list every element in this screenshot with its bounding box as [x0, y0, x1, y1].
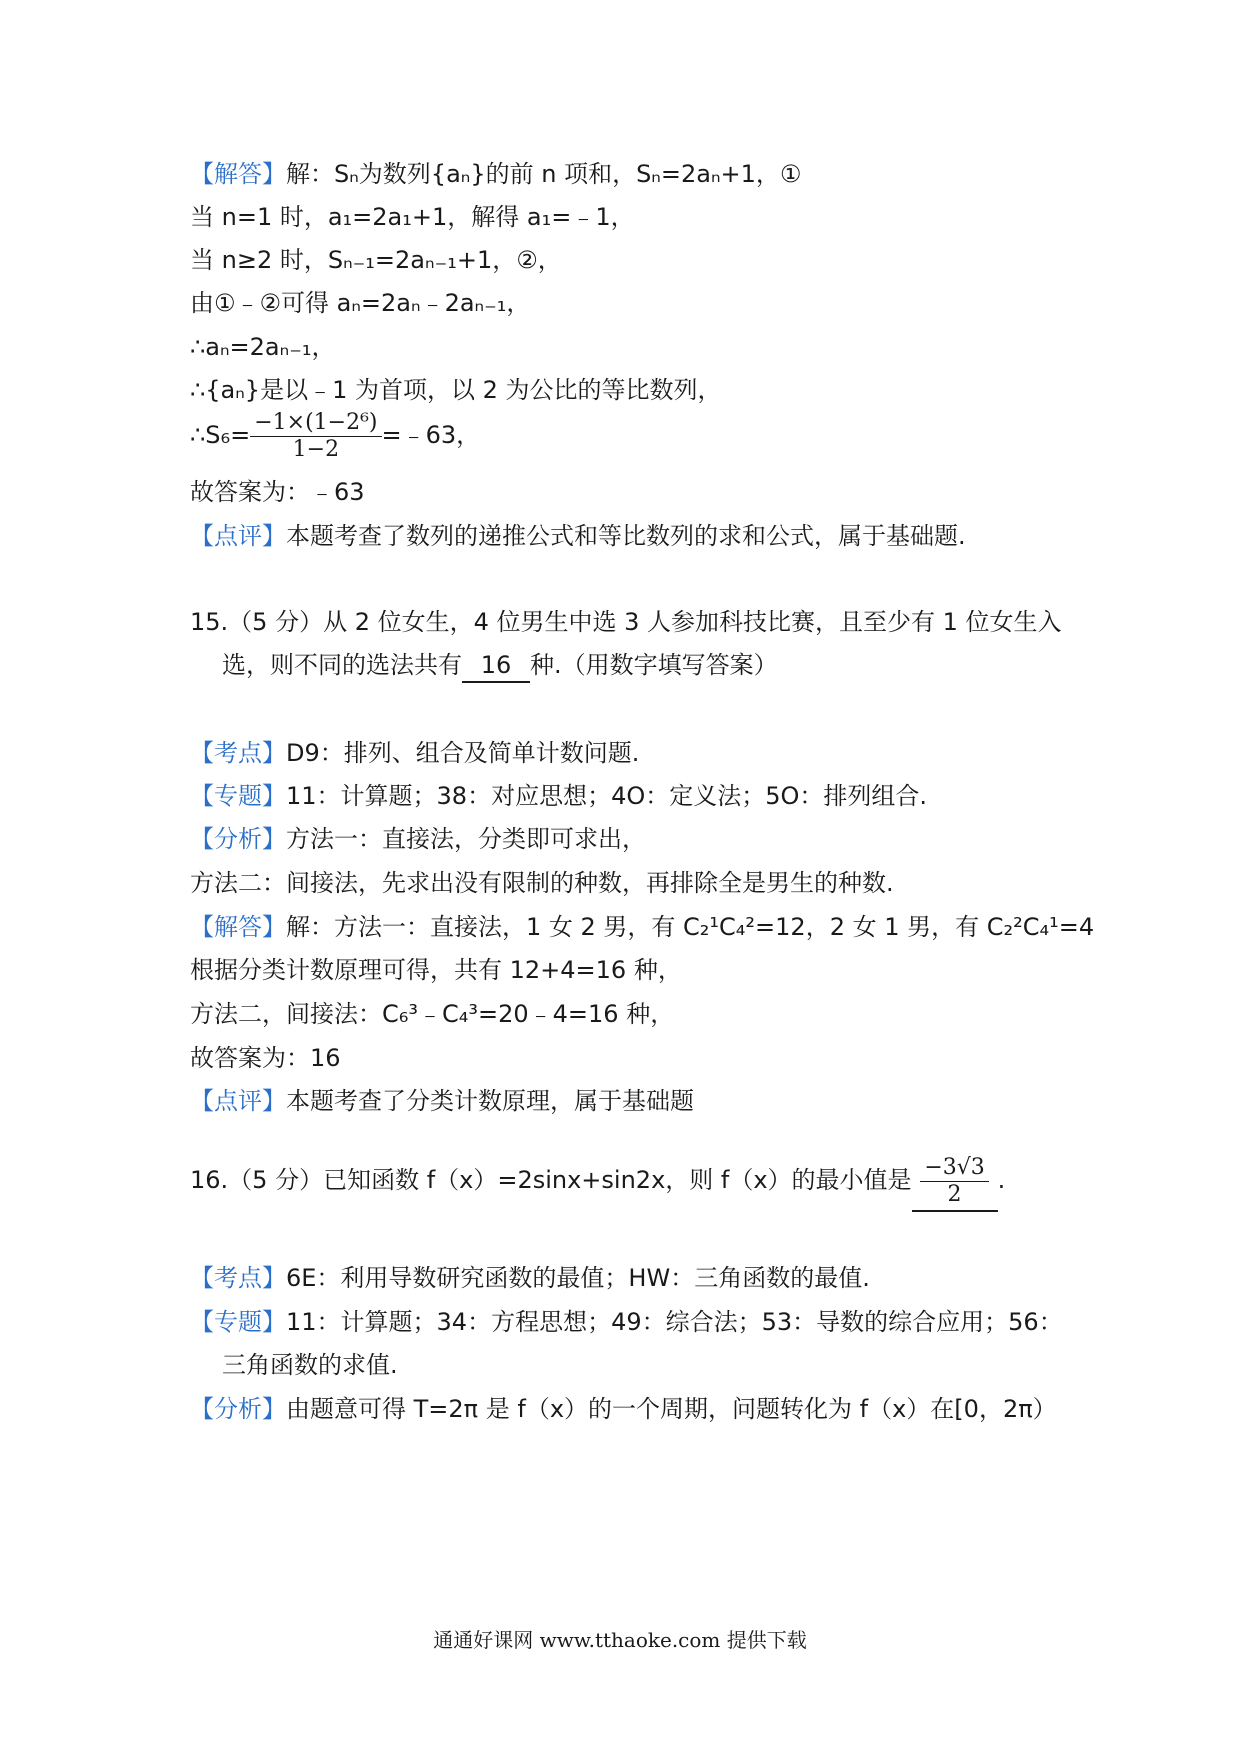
kaodian-tag: 【考点】	[190, 1264, 286, 1292]
fenxi-tag: 【分析】	[190, 1395, 286, 1423]
s6-denominator: 1−2	[292, 436, 340, 462]
q16-zhuanti-text: 11：计算题；34：方程思想；49：综合法；53：导数的综合应用；56：	[286, 1308, 1063, 1336]
q16-stem-post: .	[997, 1166, 1006, 1194]
q16-kaodian	[190, 1262, 870, 1294]
q15-jieda-line-3: 方法二，间接法：C₆³﹣C₄³=20﹣4=16 种，	[190, 1000, 675, 1028]
q14-solution-line-2: 当 n=1 时，a₁=2a₁+1，解得 a₁=﹣1，	[190, 203, 635, 231]
q14-solution-line-3: 当 n≥2 时，Sₙ₋₁=2aₙ₋₁+1，②，	[190, 246, 562, 274]
q14-comment	[190, 520, 966, 552]
fenxi-tag: 【分析】	[190, 825, 286, 853]
q16-fenxi	[190, 1393, 1057, 1425]
kaodian-tag: 【考点】	[190, 739, 286, 767]
zhuanti-tag: 【专题】	[190, 1308, 286, 1336]
q15-fenxi-text: 方法一：直接法，分类即可求出，	[286, 825, 646, 853]
jieda-tag: 【解答】	[190, 913, 286, 941]
q14-solution-line-5: ∴aₙ=2aₙ₋₁，	[190, 333, 336, 361]
s6-fraction	[250, 410, 381, 463]
q14-comment-text: 本题考查了数列的递推公式和等比数列的求和公式，属于基础题.	[286, 522, 966, 550]
q14-solution-text: 解：Sₙ为数列{aₙ}的前 n 项和，Sₙ=2aₙ+1，①	[286, 160, 802, 188]
q15-comment	[190, 1085, 694, 1117]
q16-stem	[190, 1150, 1005, 1212]
page-footer: 通通好课网 www.tthaoke.com 提供下载	[433, 1628, 807, 1652]
q15-stem-line-1: 15.（5 分）从 2 位女生，4 位男生中选 3 人参加科技比赛，且至少有 1 位女生入	[190, 608, 1062, 636]
q16-answer-fraction	[920, 1155, 988, 1208]
s6-prefix: ∴S₆=	[190, 421, 251, 449]
s6-numerator: −1×(1−2⁶)	[250, 410, 381, 437]
q16-zhuanti	[190, 1306, 1063, 1338]
q15-stem-post: 种.（用数字填写答案）	[530, 651, 778, 679]
q16-zhuanti-line-2: 三角函数的求值.	[222, 1351, 398, 1379]
q15-zhuanti-text: 11：计算题；38：对应思想；4O：定义法；5O：排列组合.	[286, 782, 928, 810]
zhuanti-tag: 【专题】	[190, 782, 286, 810]
q14-solution-line-4: 由①﹣②可得 aₙ=2aₙ﹣2aₙ₋₁，	[190, 289, 531, 317]
q16-answer-blank	[912, 1150, 998, 1212]
q14-solution-line-6: ∴{aₙ}是以﹣1 为首项，以 2 为公比的等比数列，	[190, 376, 722, 404]
q15-stem-pre: 选，则不同的选法共有	[222, 651, 462, 679]
q16-stem-pre: 16.（5 分）已知函数 f（x）=2sinx+sin2x，则 f（x）的最小值是	[190, 1166, 912, 1194]
dianping-tag: 【点评】	[190, 522, 286, 550]
q15-stem-line-2	[222, 649, 778, 683]
q16-kaodian-text: 6E：利用导数研究函数的最值；HW：三角函数的最值.	[286, 1264, 870, 1292]
q15-jieda-text: 解：方法一：直接法，1 女 2 男，有 C₂¹C₄²=12，2 女 1 男，有 C₂²C₄¹=4	[286, 913, 1095, 941]
q16-answer-denominator: 2	[947, 1181, 962, 1207]
dianping-tag: 【点评】	[190, 1087, 286, 1115]
q15-fenxi-line-2: 方法二：间接法，先求出没有限制的种数，再排除全是男生的种数.	[190, 869, 894, 897]
q15-answer: 故答案为：16	[190, 1044, 341, 1072]
q14-s6-formula	[190, 405, 480, 465]
q14-solution-line-1	[190, 158, 801, 190]
q15-kaodian-text: D9：排列、组合及简单计数问题.	[286, 739, 640, 767]
jieda-tag: 【解答】	[190, 160, 286, 188]
s6-suffix: =﹣63，	[381, 421, 481, 449]
q15-fenxi	[190, 823, 646, 855]
q15-jieda	[190, 911, 1094, 943]
q15-jieda-line-2: 根据分类计数原理可得，共有 12+4=16 种，	[190, 956, 682, 984]
q15-kaodian	[190, 737, 639, 769]
q16-answer-numerator: −3√3	[920, 1155, 988, 1182]
q15-zhuanti	[190, 780, 927, 812]
q14-answer: 故答案为：﹣63	[190, 478, 365, 506]
q15-comment-text: 本题考查了分类计数原理，属于基础题	[286, 1087, 694, 1115]
q16-fenxi-text: 由题意可得 T=2π 是 f（x）的一个周期，问题转化为 f（x）在[0，2π）	[286, 1395, 1057, 1423]
q15-answer-blank: 16	[462, 649, 530, 683]
